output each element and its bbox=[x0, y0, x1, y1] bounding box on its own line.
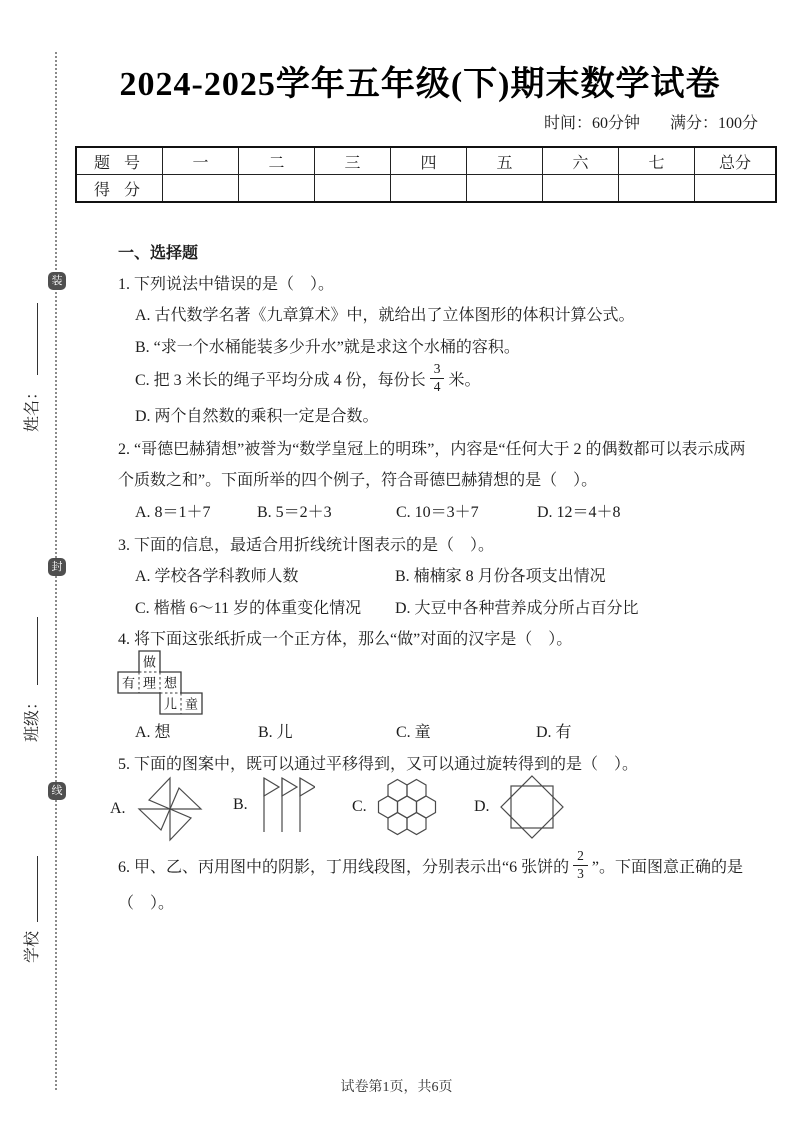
question-4-stem: 4. 将下面这张纸折成一个正方体，那么“做”对面的汉字是（ ）。 bbox=[118, 631, 573, 648]
question-3-options-row2 bbox=[0, 595, 793, 617]
question-3-stem: 3. 下面的信息，最适合用折线统计图表示的是（ ）。 bbox=[118, 537, 495, 554]
score-cell bbox=[467, 175, 543, 203]
page-footer: 试卷第1页，共6页 bbox=[340, 1080, 453, 1095]
score-cell bbox=[543, 175, 619, 203]
school-field-blank bbox=[23, 856, 38, 922]
question-1-stem: 1. 下列说法中错误的是（ ）。 bbox=[118, 276, 335, 293]
honeycomb-figure bbox=[376, 772, 438, 842]
score-table-col-7: 七 bbox=[619, 147, 695, 175]
option-c-text-post: 米。 bbox=[448, 371, 481, 389]
class-field-blank bbox=[23, 617, 38, 685]
question-2-option-a: A. 8＝1＋7 bbox=[135, 504, 211, 521]
option-c-text-pre: C. 把 3 米长的绳子平均分成 4 份，每份长 bbox=[135, 371, 426, 389]
time-label: 时间：60分钟 bbox=[543, 115, 640, 132]
school-field-label: 学校 bbox=[23, 930, 41, 963]
net-cell-zuo: 做 bbox=[142, 654, 157, 670]
star-figure bbox=[499, 774, 565, 840]
score-cell bbox=[619, 175, 695, 203]
question-6-stem-line2: （ ）。 bbox=[118, 895, 175, 912]
question-3-option-b: B. 楠楠家 8 月份各项支出情况 bbox=[395, 568, 606, 585]
question-6-text-post: ”。下面图意正确的是 bbox=[591, 858, 743, 876]
seal-badge-zhuang: 装 bbox=[48, 272, 66, 290]
score-cell bbox=[239, 175, 315, 203]
fraction-numerator: 3 bbox=[433, 361, 441, 377]
question-5-stem: 5. 下面的图案中，既可以通过平移得到，又可以通过旋转得到的是（ ）。 bbox=[118, 756, 639, 773]
score-table-header-row bbox=[76, 147, 776, 175]
score-cell bbox=[163, 175, 239, 203]
flags-figure bbox=[257, 774, 315, 836]
figure-a-label: A. bbox=[110, 800, 126, 817]
cube-net-figure bbox=[117, 650, 204, 716]
question-5-option-b bbox=[233, 774, 315, 836]
question-3-option-a: A. 学校各学科教师人数 bbox=[135, 568, 299, 585]
question-4-option-c: C. 童 bbox=[396, 724, 431, 741]
full-score-label: 满分：100分 bbox=[669, 115, 758, 132]
question-2-stem-line1: 2. “哥德巴赫猜想”被誉为“数学皇冠上的明珠”，内容是“任何大于 2 的偶数都可以表示成两 bbox=[118, 441, 746, 458]
name-field-blank bbox=[23, 303, 38, 375]
question-1-option-d: D. 两个自然数的乘积一定是合数。 bbox=[135, 408, 379, 425]
net-cell-tong: 童 bbox=[184, 696, 199, 712]
question-4-option-a: A. 想 bbox=[135, 724, 171, 741]
score-cell bbox=[695, 175, 777, 203]
figure-c-label: C. bbox=[352, 798, 367, 815]
fraction-numerator: 2 bbox=[577, 848, 584, 864]
question-4-option-b: B. 儿 bbox=[258, 724, 293, 741]
score-table-corner: 题 号 bbox=[76, 147, 163, 175]
exam-title: 2024-2025学年五年级(下)期末数学试卷 bbox=[119, 66, 721, 103]
net-cell-you: 有 bbox=[121, 675, 136, 691]
score-table-col-3: 三 bbox=[315, 147, 391, 175]
net-cell-xiang: 想 bbox=[163, 675, 178, 691]
section-title: 一、选择题 bbox=[118, 245, 199, 262]
question-1-option-c bbox=[135, 358, 480, 398]
question-5-option-c bbox=[352, 772, 438, 842]
exam-meta bbox=[544, 110, 758, 133]
pinwheel-figure bbox=[135, 774, 205, 844]
question-1-option-a: A. 古代数学名著《九章算术》中，就给出了立体图形的体积计算公式。 bbox=[135, 307, 635, 324]
question-4-options bbox=[0, 719, 793, 741]
score-cell bbox=[315, 175, 391, 203]
question-3-option-d: D. 大豆中各种营养成分所占百分比 bbox=[395, 600, 639, 617]
score-table-col-6: 六 bbox=[543, 147, 619, 175]
fraction-denominator: 3 bbox=[573, 865, 588, 881]
question-2-option-b: B. 5＝2＋3 bbox=[257, 504, 332, 521]
name-field-label: 姓名： bbox=[23, 383, 41, 432]
score-row-label: 得 分 bbox=[76, 175, 163, 203]
question-6-text-pre: 6. 甲、乙、丙用图中的阴影，丁用线段图，分别表示出“6 张饼的 bbox=[118, 858, 570, 876]
score-table-score-row bbox=[76, 175, 776, 203]
question-4-option-d: D. 有 bbox=[536, 724, 572, 741]
fraction-two-thirds bbox=[573, 849, 588, 880]
name-field bbox=[19, 242, 41, 432]
question-5-option-a bbox=[110, 774, 205, 844]
fraction-three-fourths bbox=[430, 362, 445, 393]
net-cell-er: 儿 bbox=[163, 696, 178, 712]
question-2-options bbox=[0, 499, 793, 521]
figure-d-label: D. bbox=[474, 798, 490, 815]
question-2-option-c: C. 10＝3＋7 bbox=[396, 504, 479, 521]
question-2-stem-line2: 个质数之和”。下面所举的四个例子，符合哥德巴赫猜想的是（ ）。 bbox=[118, 472, 598, 489]
net-cell-li: 理 bbox=[142, 675, 157, 691]
question-6-stem-line1 bbox=[118, 844, 743, 886]
school-field bbox=[19, 803, 41, 963]
score-table-col-4: 四 bbox=[391, 147, 467, 175]
question-3-options-row1 bbox=[0, 563, 793, 585]
question-2-option-d: D. 12＝4＋8 bbox=[537, 504, 621, 521]
class-field-label: 班级： bbox=[23, 693, 41, 742]
seal-badge-xian: 线 bbox=[48, 782, 66, 800]
score-table-col-5: 五 bbox=[467, 147, 543, 175]
score-table bbox=[75, 146, 777, 203]
seal-badge-feng: 封 bbox=[48, 558, 66, 576]
score-table-col-1: 一 bbox=[163, 147, 239, 175]
score-table-col-total: 总分 bbox=[695, 147, 777, 175]
figure-b-label: B. bbox=[233, 796, 248, 813]
fraction-denominator: 4 bbox=[430, 378, 445, 394]
question-5-option-d bbox=[474, 774, 565, 840]
score-cell bbox=[391, 175, 467, 203]
question-1-option-b: B. “求一个水桶能装多少升水”就是求这个水桶的容积。 bbox=[135, 339, 520, 356]
question-3-option-c: C. 楷楷 6～11 岁的体重变化情况 bbox=[135, 600, 362, 617]
score-table-col-2: 二 bbox=[239, 147, 315, 175]
